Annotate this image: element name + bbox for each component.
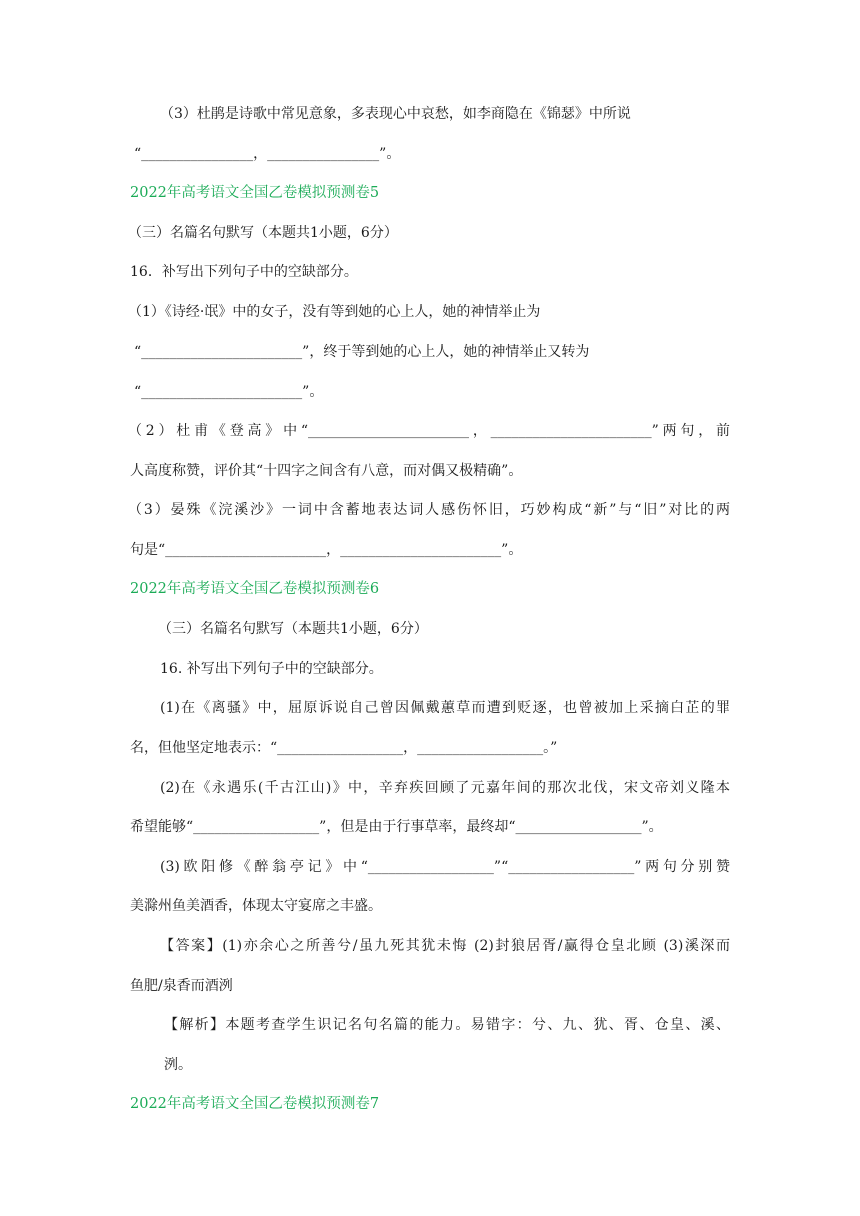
exam5-p1-line2: “_______________________”，终于等到她的心上人，她的神情举止又转为 <box>134 344 590 360</box>
exam5-question: 16．补写出下列句子中的空缺部分。 <box>130 264 358 280</box>
exam6-heading: 2022年高考语文全国乙卷模拟预测卷6 <box>130 581 380 597</box>
exam5-heading: 2022年高考语文全国乙卷模拟预测卷5 <box>130 185 380 201</box>
exam6-p2-line2: 希望能够“__________________”，但是由于行事草率，最终却“__________________”。 <box>130 819 663 835</box>
prev-q3-line1: （3）杜鹃是诗歌中常见意象，多表现心中哀愁，如李商隐在《锦瑟》中所说 <box>160 106 631 122</box>
exam6-answer-line2: 鱼肥/泉香而酒洌 <box>130 978 233 994</box>
exam6-p2-line1: (2)在《永遇乐(千古江山)》中，辛弃疾回顾了元嘉年间的那次北伐，宋文帝刘义隆本 <box>160 780 730 796</box>
exam6-section-title: （三）名篇名句默写（本题共1小题，6分） <box>158 621 428 637</box>
exam5-p2-line1: （2）杜甫《登高》中“_______________________，_______________________”两句，前 <box>128 423 730 439</box>
exam5-section-title: （三）名篇名句默写（本题共1小题，6分） <box>128 225 398 241</box>
exam6-p3-line2: 美滁州鱼美酒香，体现太守宴席之丰盛。 <box>130 898 382 914</box>
exam6-analysis-line1: 【解析】本题考查学生识记名句名篇的能力。易错字：兮、九、犹、胥、仓皇、溪、 <box>164 1017 730 1033</box>
exam6-p1-line1: (1)在《离骚》中，屈原诉说自己曾因佩戴蕙草而遭到贬逐，也曾被加上采摘白芷的罪 <box>160 700 730 716</box>
exam6-p3-line1: (3)欧阳修《醉翁亭记》中“__________________”“__________________”两句分别赞 <box>160 859 730 875</box>
exam6-p1-line2: 名，但他坚定地表示：“__________________，__________________。” <box>130 740 558 756</box>
exam6-question: 16. 补写出下列句子中的空缺部分。 <box>160 661 383 677</box>
exam6-answer-line1: 【答案】(1)亦余心之所善兮/虽九死其犹未悔 (2)封狼居胥/赢得仓皇北顾 (3)溪深而 <box>160 938 730 954</box>
exam5-p1-line1: （1）《诗经·氓》中的女子，没有等到她的心上人，她的神情举止为 <box>128 304 541 320</box>
exam6-analysis-line2: 洌。 <box>164 1057 192 1073</box>
exam5-p3-line1: （3）晏殊《浣溪沙》一词中含蓄地表达词人感伤怀旧，巧妙构成“新”与“旧”对比的两 <box>128 502 730 518</box>
prev-q3-line2: “________________，________________”。 <box>134 146 401 162</box>
exam5-p2-line2: 人高度称赞，评价其“十四字之间含有八意，而对偶又极精确”。 <box>130 463 523 479</box>
exam5-p3-line2: 句是“_______________________，_______________________”。 <box>130 542 523 558</box>
exam5-p1-line3: “_______________________”。 <box>134 384 324 400</box>
exam7-heading: 2022年高考语文全国乙卷模拟预测卷7 <box>130 1096 380 1112</box>
